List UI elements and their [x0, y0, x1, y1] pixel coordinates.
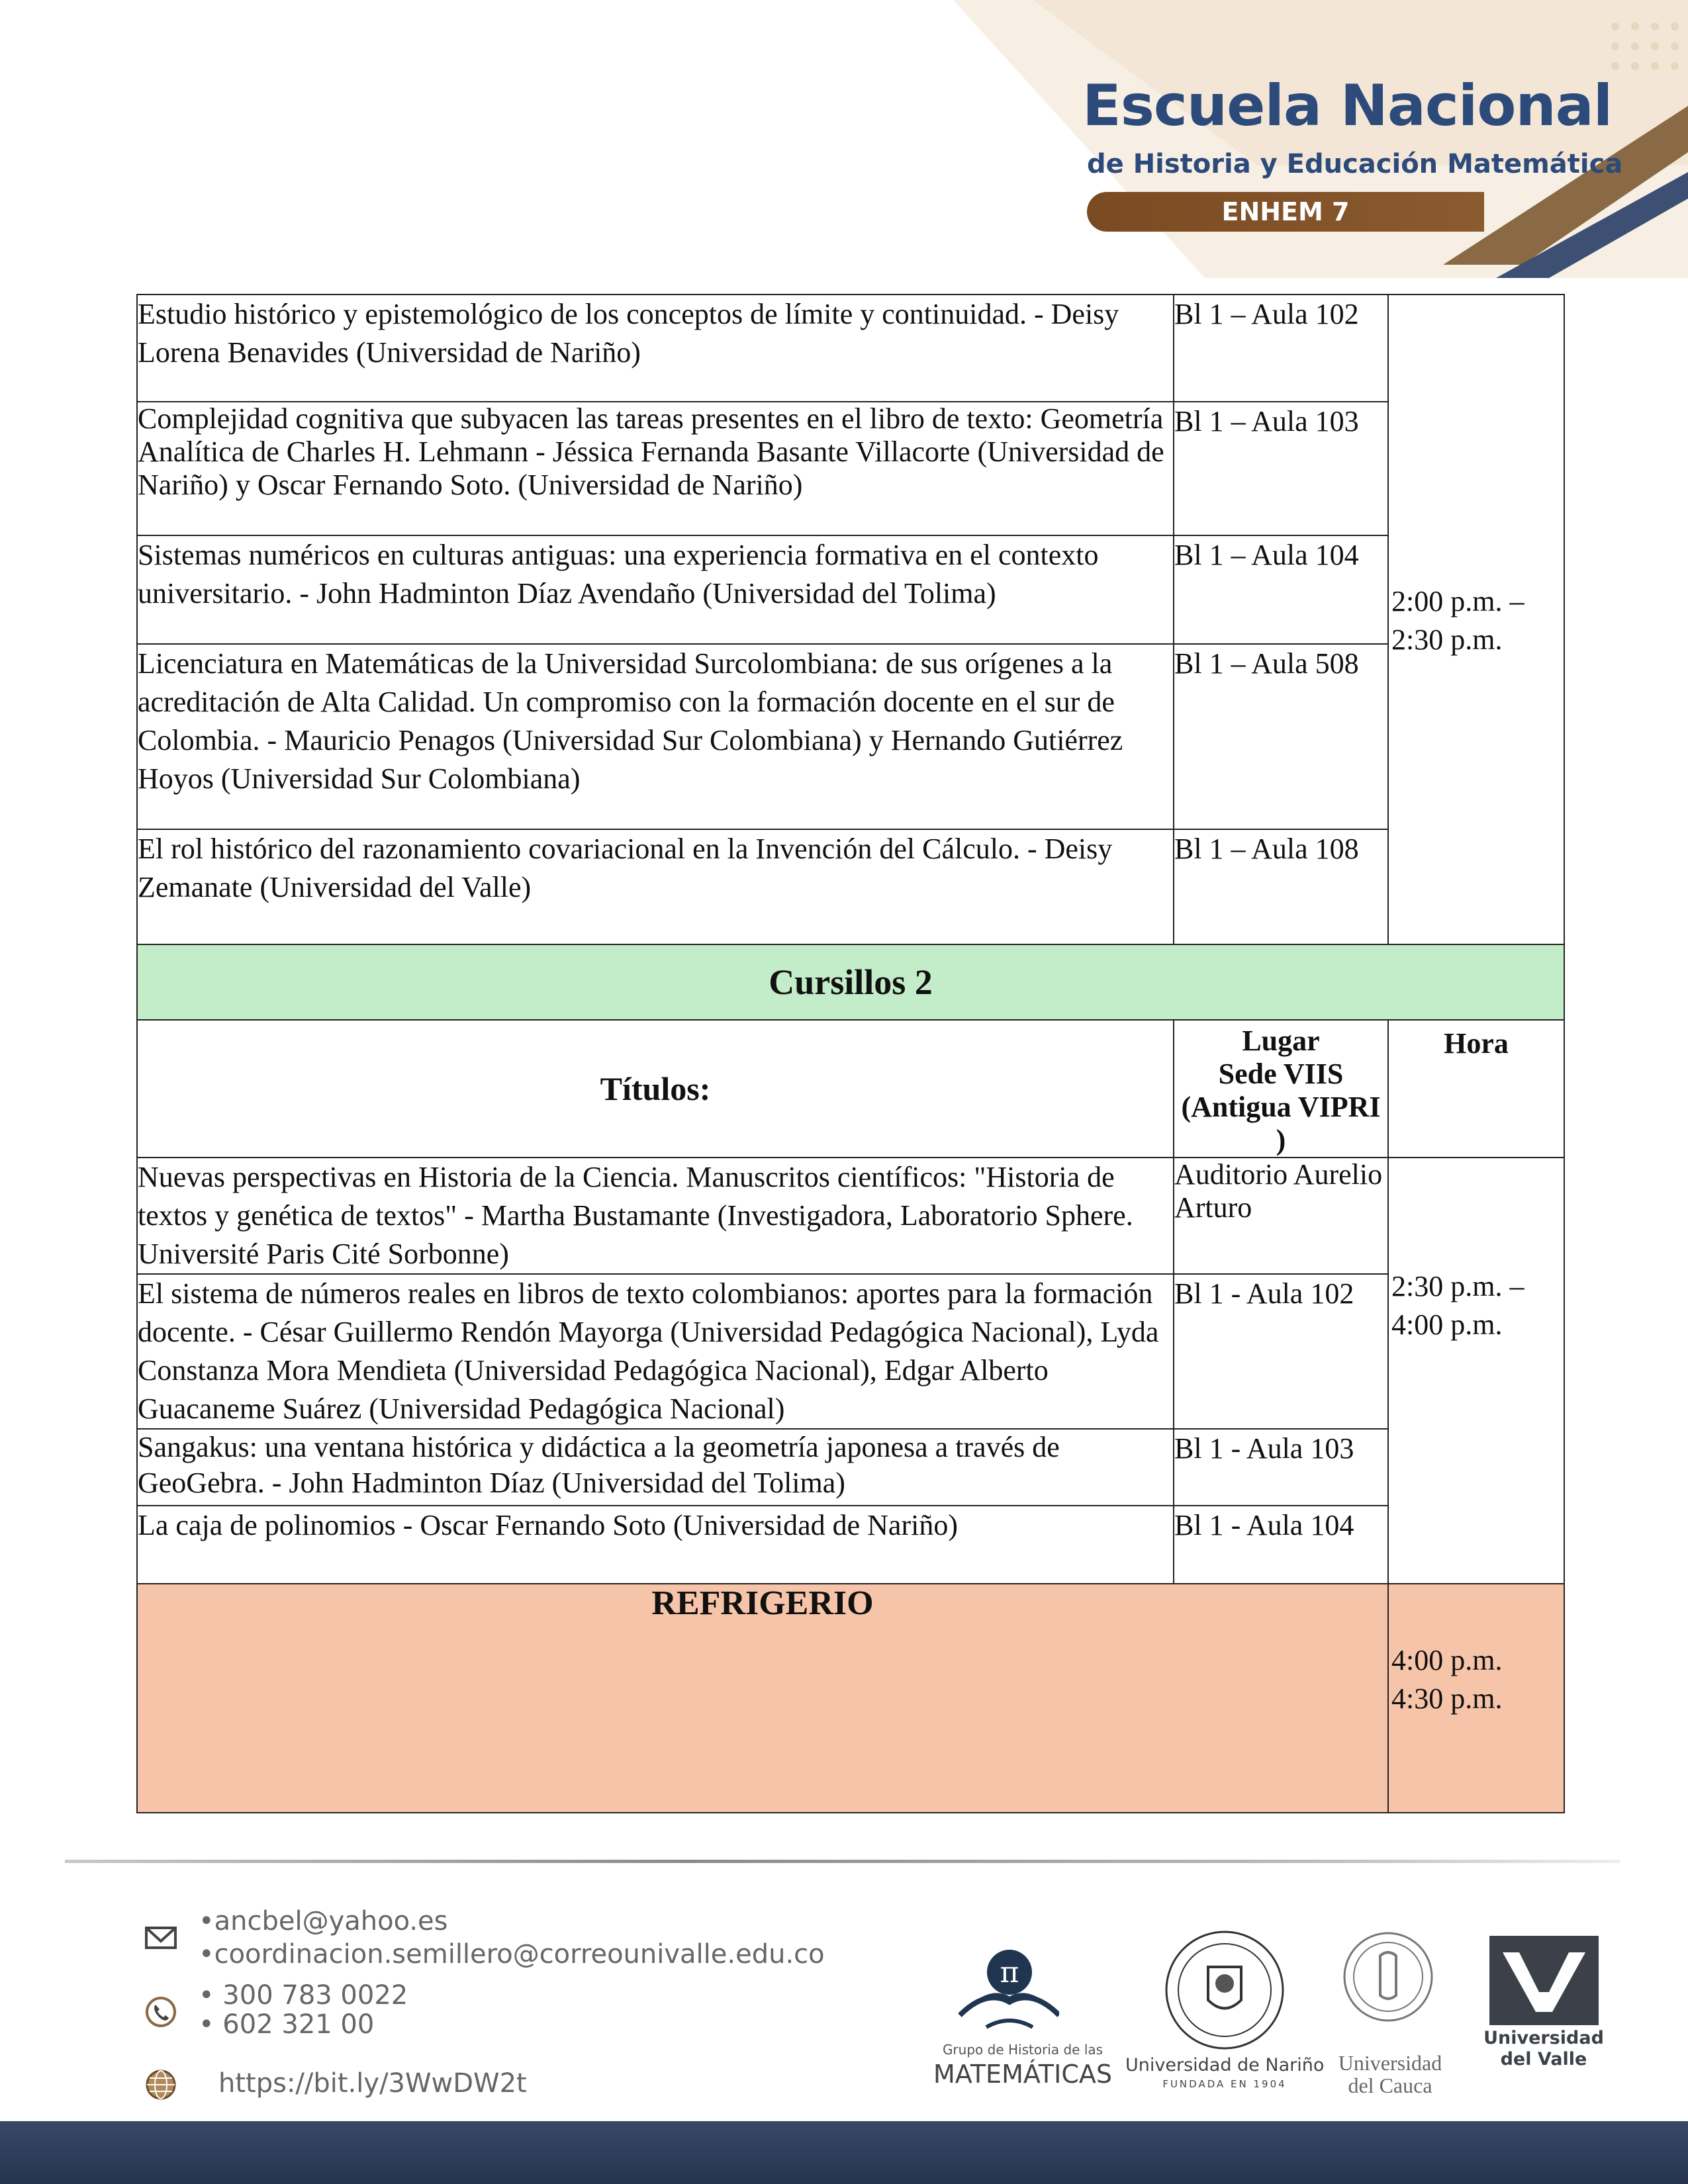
- lugar-line: Sede VIIS: [1218, 1058, 1344, 1090]
- refrigerio-time: [1388, 1584, 1564, 1813]
- footer-divider: [65, 1860, 1620, 1863]
- table-row: [137, 1158, 1564, 1274]
- narino-logo-title: Universidad de Nariño: [1125, 2055, 1325, 2075]
- column-header-lugar: [1174, 1020, 1388, 1158]
- grupo-logo-title: MATEMÁTICAS: [933, 2060, 1112, 2089]
- cursillo-location: Bl 1 - Aula 102: [1174, 1274, 1388, 1429]
- session-title: Licenciatura en Matemáticas de la Universidad Surcolombiana: de sus orígenes a la acreditación de Alta Calidad. Un compromiso con la formación docente en el sur de Colombia. - Mauricio Penagos (Universidad Sur Colombiana) y Hernando Gutiérrez Hoyos (Universidad Sur Colombiana): [137, 644, 1174, 829]
- session-location: Bl 1 – Aula 104: [1174, 535, 1388, 644]
- schedule-table: [136, 294, 1565, 1813]
- footer-band: [0, 2121, 1688, 2184]
- table-row: [137, 1506, 1564, 1584]
- cursillo-location: Bl 1 - Aula 104: [1174, 1506, 1388, 1584]
- session-title: Estudio histórico y epistemológico de los conceptos de límite y continuidad. - Deisy Lorena Benavides (Universidad de Nariño): [137, 295, 1174, 402]
- session-location: Bl 1 – Aula 102: [1174, 295, 1388, 402]
- cursillo-title: Sangakus: una ventana histórica y didáctica a la geometría japonesa a través de GeoGebra. - John Hadminton Díaz (Universidad del Tolima): [137, 1429, 1174, 1506]
- table-row: [137, 829, 1564, 944]
- table-row: [137, 1274, 1564, 1429]
- univalle-logo-caption: [1471, 2028, 1617, 2070]
- cauca-logo-caption: [1317, 2052, 1463, 2097]
- table-row: [137, 1429, 1564, 1506]
- grupo-historia-logo: [947, 1942, 1059, 2042]
- univalle-logo-line: Universidad: [1483, 2028, 1604, 2048]
- session-title: Sistemas numéricos en culturas antiguas: una experiencia formativa en el contexto universitario. - John Hadminton Díaz Avendaño (Universidad del Tolima): [137, 535, 1174, 644]
- univalle-logo-icon: [1489, 1936, 1599, 2025]
- table-row: [137, 944, 1564, 1020]
- brand-subtitle: de Historia y Educación Matemática: [1087, 149, 1623, 179]
- contact-email[interactable]: •coordinacion.semillero@correounivalle.edu.co: [199, 1939, 825, 1970]
- phone-icon: [144, 1995, 177, 2028]
- session-title: Complejidad cognitiva que subyacen las tareas presentes en el libro de texto: Geometría Analítica de Charles H. Lehmann - Jéssica Fernanda Basante Villacorte (Universidad de Nariño) y Oscar Fernando Soto. (Universidad de Nariño): [137, 402, 1174, 535]
- refrigerio-time-start: 4:00 p.m.: [1391, 1644, 1503, 1676]
- brand-badge: ENHEM 7: [1087, 192, 1484, 232]
- cursillo-title: La caja de polinomios - Oscar Fernando Soto (Universidad de Nariño): [137, 1506, 1174, 1584]
- table-row-refrigerio: [137, 1584, 1564, 1813]
- table-header-row: [137, 1020, 1564, 1158]
- contact-phone[interactable]: • 300 783 0022: [199, 1980, 408, 2011]
- lugar-line: (Antigua VIPRI ): [1181, 1091, 1381, 1156]
- session-location: Bl 1 – Aula 103: [1174, 402, 1388, 535]
- table-row: [137, 295, 1564, 402]
- cursillos-banner: Cursillos 2: [137, 944, 1564, 1020]
- session-time-start: 2:00 p.m. –: [1391, 585, 1524, 617]
- narino-seal-icon: [1162, 1927, 1288, 2053]
- contact-phone[interactable]: • 602 321 00: [199, 2009, 375, 2040]
- table-row: [137, 535, 1564, 644]
- globe-icon: [144, 2068, 177, 2101]
- table-row: [137, 402, 1564, 535]
- column-header-hora: Hora: [1388, 1020, 1564, 1158]
- mail-icon: [144, 1921, 177, 1954]
- brand-title: Escuela Nacional: [1082, 73, 1613, 139]
- session-time: [1388, 295, 1564, 944]
- session-time-end: 2:30 p.m.: [1391, 623, 1503, 656]
- grupo-logo-caption: Grupo de Historia de las: [942, 2042, 1103, 2058]
- cursillo-time-start: 2:30 p.m. –: [1391, 1270, 1524, 1302]
- session-title: El rol histórico del razonamiento covariacional en la Invención del Cálculo. - Deisy Zemanate (Universidad del Valle): [137, 829, 1174, 944]
- cursillo-location: Bl 1 - Aula 103: [1174, 1429, 1388, 1506]
- svg-text:π: π: [1000, 1956, 1019, 1989]
- cauca-logo-line: Universidad: [1338, 2051, 1442, 2075]
- contact-email[interactable]: •ancbel@yahoo.es: [199, 1906, 448, 1936]
- column-header-titulos: Títulos:: [137, 1020, 1174, 1158]
- refrigerio-time-end: 4:30 p.m.: [1391, 1682, 1503, 1715]
- cursillo-time: [1388, 1158, 1564, 1584]
- cauca-seal-icon: [1340, 1929, 1436, 2025]
- cauca-logo-line: del Cauca: [1348, 2073, 1432, 2097]
- cursillo-title: Nuevas perspectivas en Historia de la Ciencia. Manuscritos científicos: "Historia de textos y genética de textos" - Martha Bustamante (Investigadora, Laboratorio Sphere. Université Paris Cité Sorbonne): [137, 1158, 1174, 1274]
- cursillo-time-end: 4:00 p.m.: [1391, 1308, 1503, 1341]
- cursillo-title: El sistema de números reales en libros de texto colombianos: aportes para la formación docente. - César Guillermo Rendón Mayorga (Universidad Pedagógica Nacional), Lyda Constanza Mora Mendieta (Universidad Pedagógica Nacional), Edgar Alberto Guacaneme Suárez (Universidad Pedagógica Nacional): [137, 1274, 1174, 1429]
- website-link[interactable]: https://bit.ly/3WwDW2t: [218, 2068, 527, 2099]
- table-row: [137, 644, 1564, 829]
- lugar-line: Lugar: [1242, 1024, 1320, 1057]
- cursillo-location: Auditorio Aurelio Arturo: [1174, 1158, 1388, 1274]
- session-location: Bl 1 – Aula 508: [1174, 644, 1388, 829]
- refrigerio-label: REFRIGERIO: [137, 1584, 1388, 1813]
- session-location: Bl 1 – Aula 108: [1174, 829, 1388, 944]
- univalle-logo-line: del Valle: [1500, 2049, 1587, 2070]
- narino-logo-subtitle: FUNDADA EN 1904: [1162, 2078, 1287, 2090]
